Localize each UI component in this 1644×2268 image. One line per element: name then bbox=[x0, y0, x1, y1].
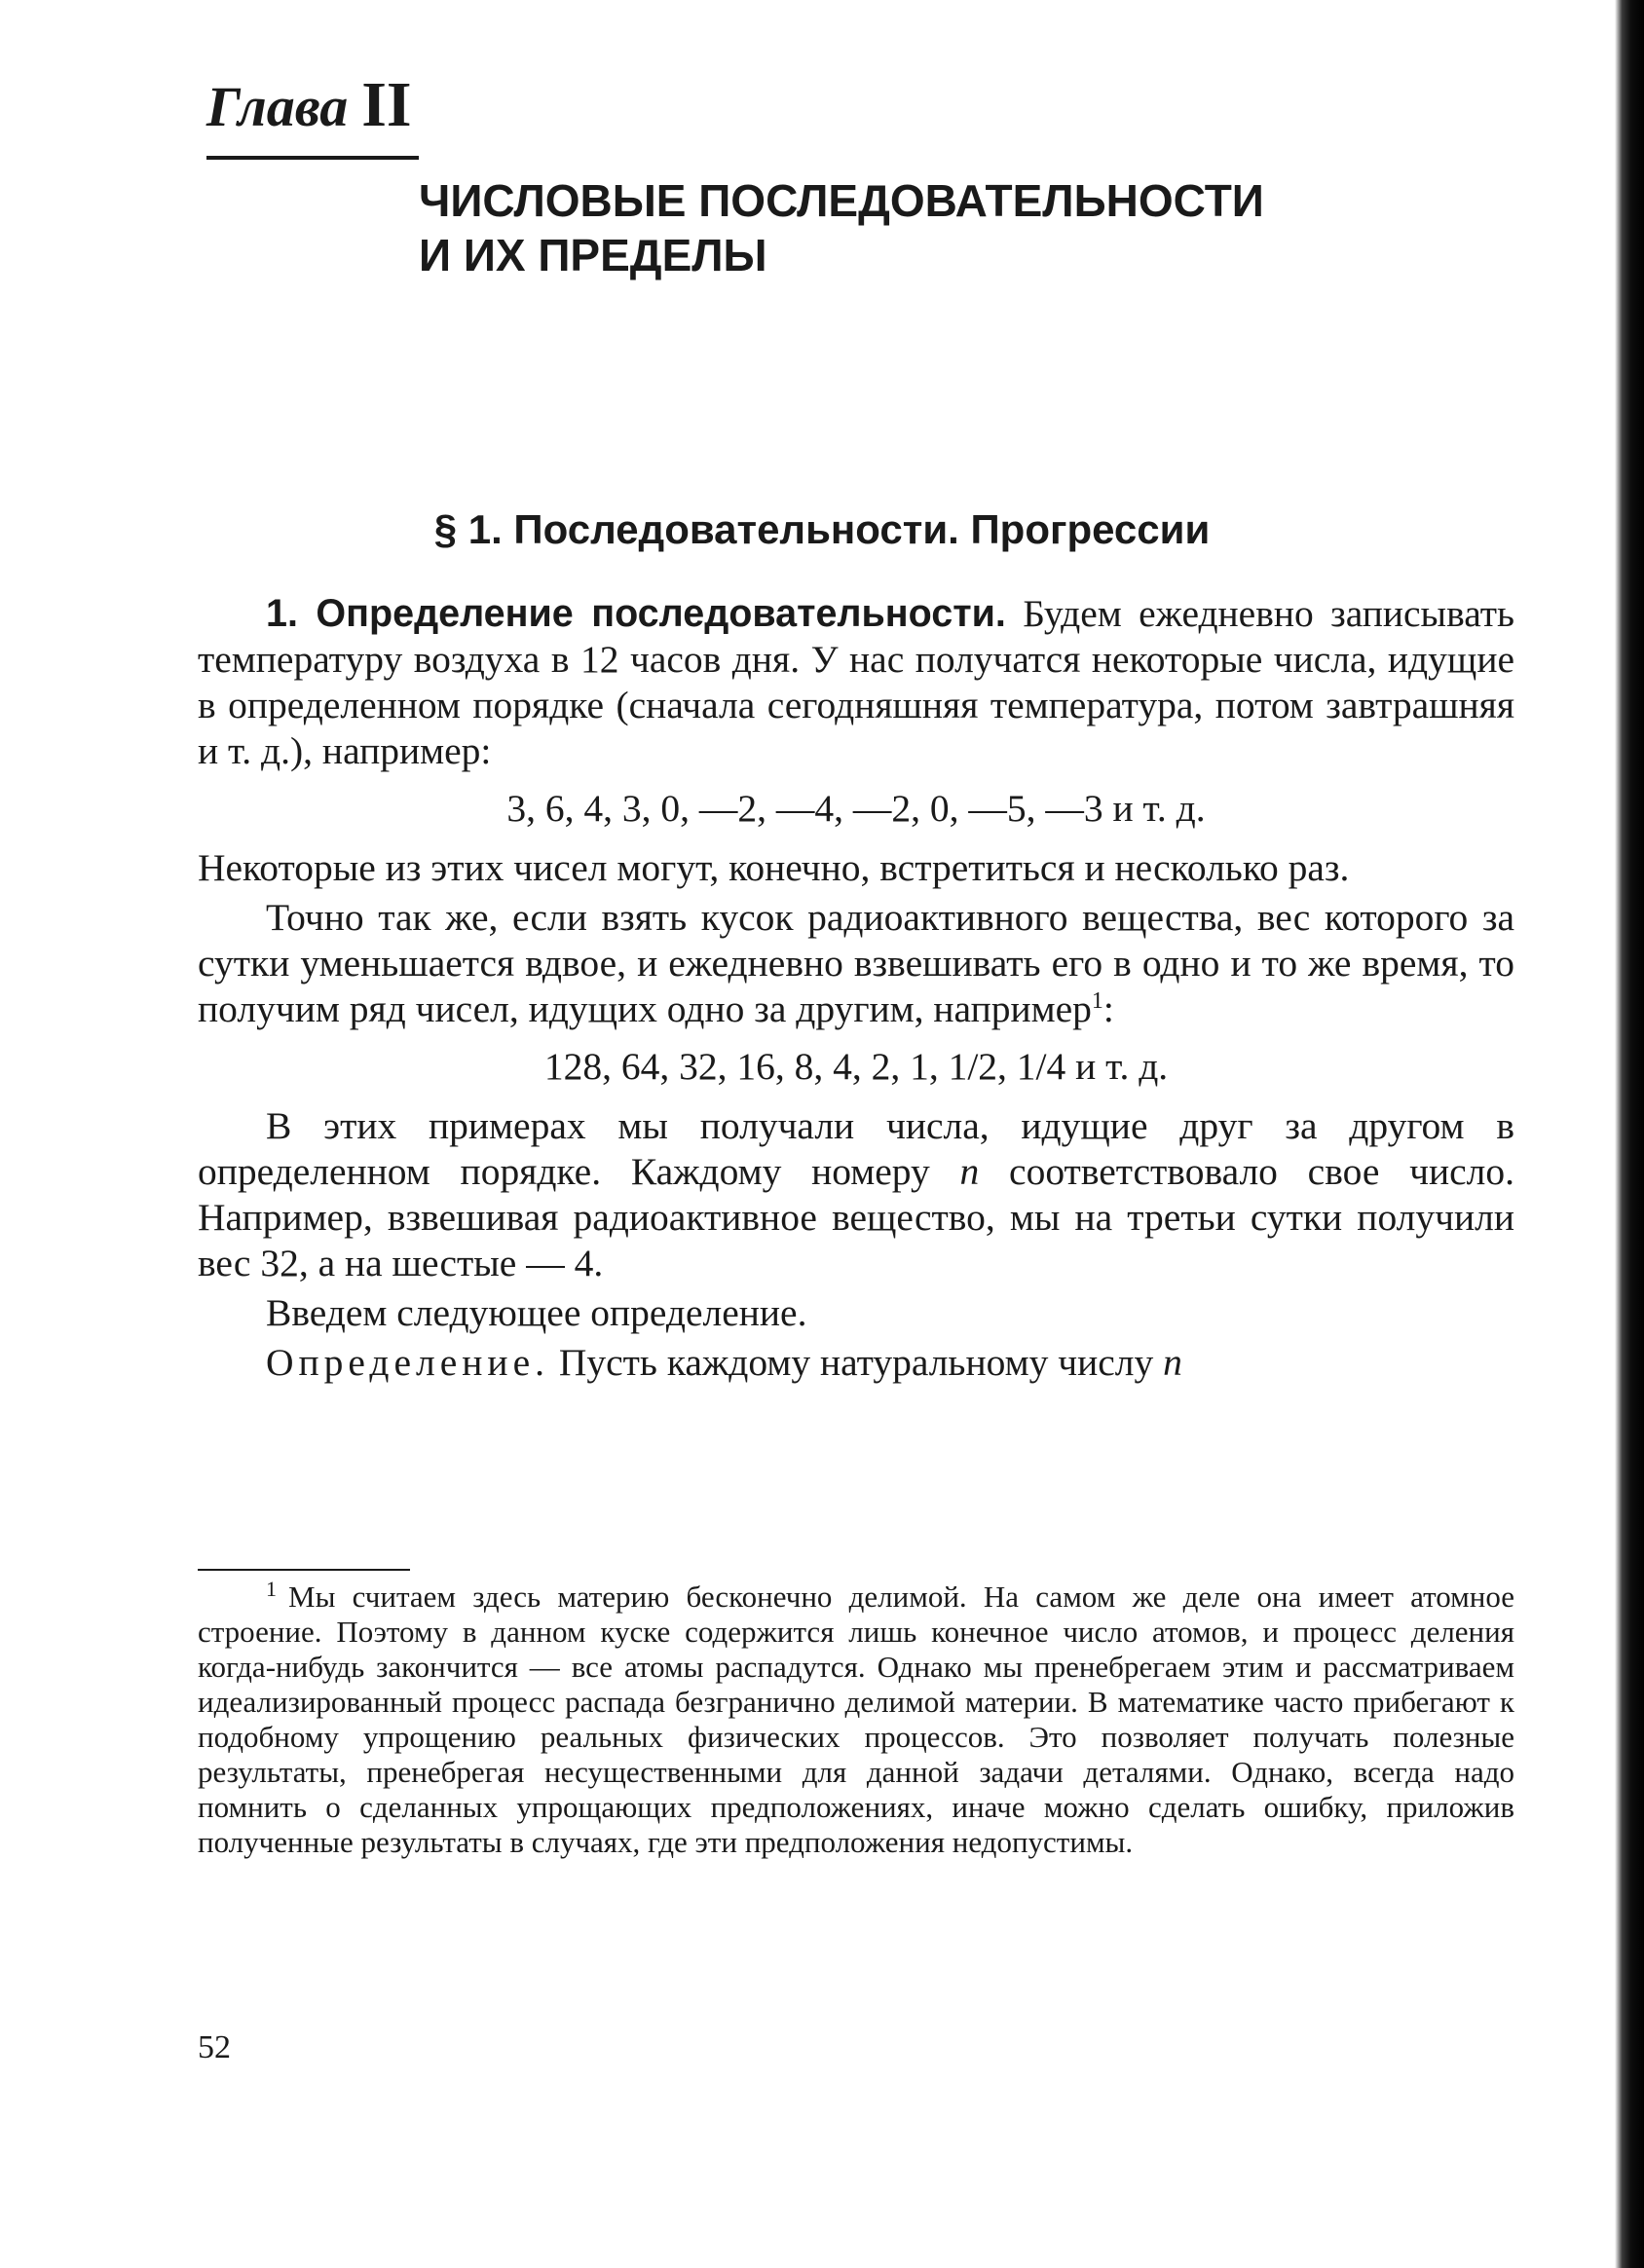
subsection-heading: 1. Определение последовательности. bbox=[266, 592, 1006, 635]
chapter-number: II bbox=[361, 69, 412, 140]
footnote-mark: 1 bbox=[266, 1576, 277, 1601]
chapter-label bbox=[206, 68, 412, 142]
chapter-title-line1: ЧИСЛОВЫЕ ПОСЛЕДОВАТЕЛЬНОСТИ bbox=[419, 175, 1264, 226]
paragraph-repeat: Некоторые из этих чисел могут, конечно, встретиться и несколько раз. bbox=[198, 846, 1350, 889]
footnote bbox=[198, 1576, 1514, 1860]
paragraph-text: Точно так же, если взять кусок радиоактивного вещества, вес которого за сутки уменьшается вдвое, и ежедневно взвешивать его в одно и то же время, то получим ряд чисел, идущих одно за другим, например bbox=[198, 896, 1514, 1030]
paragraph-text-cont: соответствовало свое число. Например, взвешивая радиоактивное вещество, мы на третьи сутки получили вес 32, а на шестые — 4. bbox=[198, 1150, 1514, 1284]
paragraph-definition-intro bbox=[198, 591, 1514, 774]
footnote-rule bbox=[198, 1569, 410, 1571]
variable-n: n bbox=[1163, 1341, 1182, 1384]
formula-temperatures: 3, 6, 4, 3, 0, —2, —4, —2, 0, —5, —3 и т. д. bbox=[506, 787, 1206, 830]
section-heading: § 1. Последовательности. Прогрессии bbox=[433, 506, 1211, 552]
footnote-text: Мы считаем здесь материю бесконечно делимой. На самом же деле она имеет атомное строение. Поэтому в данном куске содержится лишь конечное число атомов, и процесс деления когда-нибудь закончится — все атомы распадутся. Однако мы пренебрегаем этим и рассматриваем идеализированный процесс распада безгранично делимой материи. В математике часто прибегают к подобному упрощению реальных физических процессов. Это позволяет получать полезные результаты, пренебрегая несущественными для данной задачи деталями. Однако, всегда надо помнить о сделанных упрощающих предположениях, иначе можно сделать ошибку, приложив полученные результаты в случаях, где эти предположения недопустимы. bbox=[198, 1580, 1514, 1859]
variable-n: n bbox=[959, 1150, 980, 1193]
footnote-reference: 1 bbox=[1091, 987, 1103, 1014]
scanned-page-edge bbox=[1615, 0, 1644, 2268]
definition-term: Определение. bbox=[266, 1341, 549, 1384]
paragraph-definition bbox=[198, 1340, 1514, 1386]
chapter-word: Глава bbox=[206, 75, 349, 138]
paragraph-text-end: : bbox=[1102, 987, 1114, 1030]
formula-weights: 128, 64, 32, 16, 8, 4, 2, 1, 1/2, 1/4 и т. д. bbox=[543, 1045, 1169, 1088]
chapter-rule bbox=[206, 156, 419, 160]
paragraph-order bbox=[198, 1103, 1514, 1286]
paragraph-introduce-definition: Введем следующее определение. bbox=[266, 1291, 807, 1334]
paragraph-radioactive bbox=[198, 895, 1514, 1032]
paragraph-text: В этих примерах мы получали числа, идущие друг за другом в определенном порядке. Каждому номеру bbox=[198, 1104, 1514, 1193]
chapter-title-line2: И ИХ ПРЕДЕЛЫ bbox=[419, 230, 767, 280]
paragraph-text: Будем ежедневно записывать температуру воздуха в 12 часов дня. У нас получатся некоторые числа, идущие в определенном порядке (сначала сегодняшняя температура, потом завтрашняя и т. д.), например: bbox=[198, 592, 1514, 772]
body-text bbox=[198, 591, 1514, 1386]
page-number: 52 bbox=[198, 2029, 231, 2065]
chapter-title bbox=[419, 173, 1264, 282]
paragraph-text: Пусть каждому натуральному числу bbox=[548, 1341, 1164, 1384]
